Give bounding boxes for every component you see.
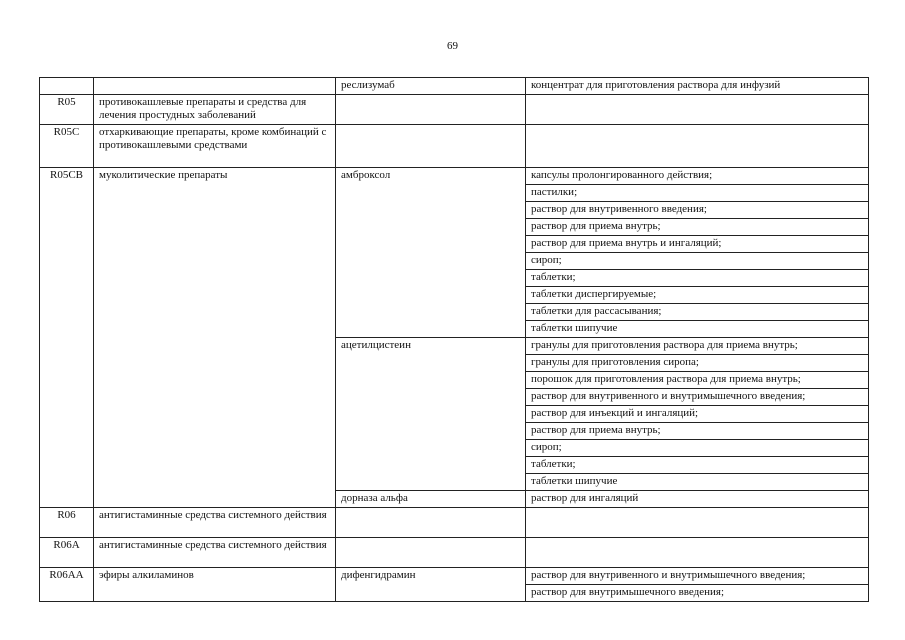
group-name-cell: противокашлевые препараты и средства для лечения простудных заболеваний	[94, 95, 336, 125]
drug-table	[39, 77, 869, 602]
substance-cell	[336, 538, 526, 568]
group-name-cell	[94, 78, 336, 95]
dosage-form-cell: капсулы пролонгированного действия;	[526, 168, 869, 185]
dosage-form-cell: таблетки;	[526, 457, 869, 474]
atc-code-cell: R05C	[40, 125, 94, 168]
atc-code-cell	[40, 78, 94, 95]
dosage-form-cell: порошок для приготовления раствора для приема внутрь;	[526, 372, 869, 389]
dosage-form-cell: концентрат для приготовления раствора для инфузий	[526, 78, 869, 95]
dosage-form-cell: таблетки;	[526, 270, 869, 287]
atc-code-cell: R06AA	[40, 568, 94, 602]
dosage-form-cell	[526, 538, 869, 568]
substance-cell	[336, 508, 526, 538]
group-name-cell: эфиры алкиламинов	[94, 568, 336, 602]
table-row	[40, 538, 869, 568]
dosage-form-cell: раствор для приема внутрь и ингаляций;	[526, 236, 869, 253]
substance-cell	[336, 125, 526, 168]
group-name-cell: муколитические препараты	[94, 168, 336, 508]
dosage-form-cell: раствор для приема внутрь;	[526, 219, 869, 236]
page-number: 69	[447, 40, 458, 52]
dosage-form-cell: таблетки диспергируемые;	[526, 287, 869, 304]
dosage-form-cell: сироп;	[526, 253, 869, 270]
atc-code-cell: R05	[40, 95, 94, 125]
dosage-form-cell: раствор для инъекций и ингаляций;	[526, 406, 869, 423]
substance-cell: ацетилцистеин	[336, 338, 526, 491]
atc-code-cell: R05CB	[40, 168, 94, 508]
dosage-form-cell: таблетки шипучие	[526, 474, 869, 491]
group-name-cell: отхаркивающие препараты, кроме комбинаций с противокашлевыми средствами	[94, 125, 336, 168]
dosage-form-cell: раствор для ингаляций	[526, 491, 869, 508]
substance-cell: амброксол	[336, 168, 526, 338]
dosage-form-cell: раствор для внутримышечного введения;	[526, 585, 869, 602]
table-row	[40, 95, 869, 125]
dosage-form-cell: гранулы для приготовления сиропа;	[526, 355, 869, 372]
substance-cell: дифенгидрамин	[336, 568, 526, 602]
atc-code-cell: R06A	[40, 538, 94, 568]
dosage-form-cell: таблетки шипучие	[526, 321, 869, 338]
table-row	[40, 78, 869, 95]
group-name-cell: антигистаминные средства системного действия	[94, 508, 336, 538]
atc-code-cell: R06	[40, 508, 94, 538]
table-row	[40, 568, 869, 585]
dosage-form-cell: пастилки;	[526, 185, 869, 202]
dosage-form-cell: раствор для внутривенного введения;	[526, 202, 869, 219]
dosage-form-cell	[526, 508, 869, 538]
substance-cell: реслизумаб	[336, 78, 526, 95]
table-row	[40, 168, 869, 185]
dosage-form-cell: таблетки для рассасывания;	[526, 304, 869, 321]
dosage-form-cell	[526, 95, 869, 125]
dosage-form-cell	[526, 125, 869, 168]
dosage-form-cell: сироп;	[526, 440, 869, 457]
substance-cell: дорназа альфа	[336, 491, 526, 508]
dosage-form-cell: раствор для внутривенного и внутримышечного введения;	[526, 389, 869, 406]
group-name-cell: антигистаминные средства системного действия	[94, 538, 336, 568]
table-row	[40, 125, 869, 168]
dosage-form-cell: раствор для внутривенного и внутримышечного введения;	[526, 568, 869, 585]
dosage-form-cell: раствор для приема внутрь;	[526, 423, 869, 440]
table-row	[40, 508, 869, 538]
dosage-form-cell: гранулы для приготовления раствора для приема внутрь;	[526, 338, 869, 355]
substance-cell	[336, 95, 526, 125]
